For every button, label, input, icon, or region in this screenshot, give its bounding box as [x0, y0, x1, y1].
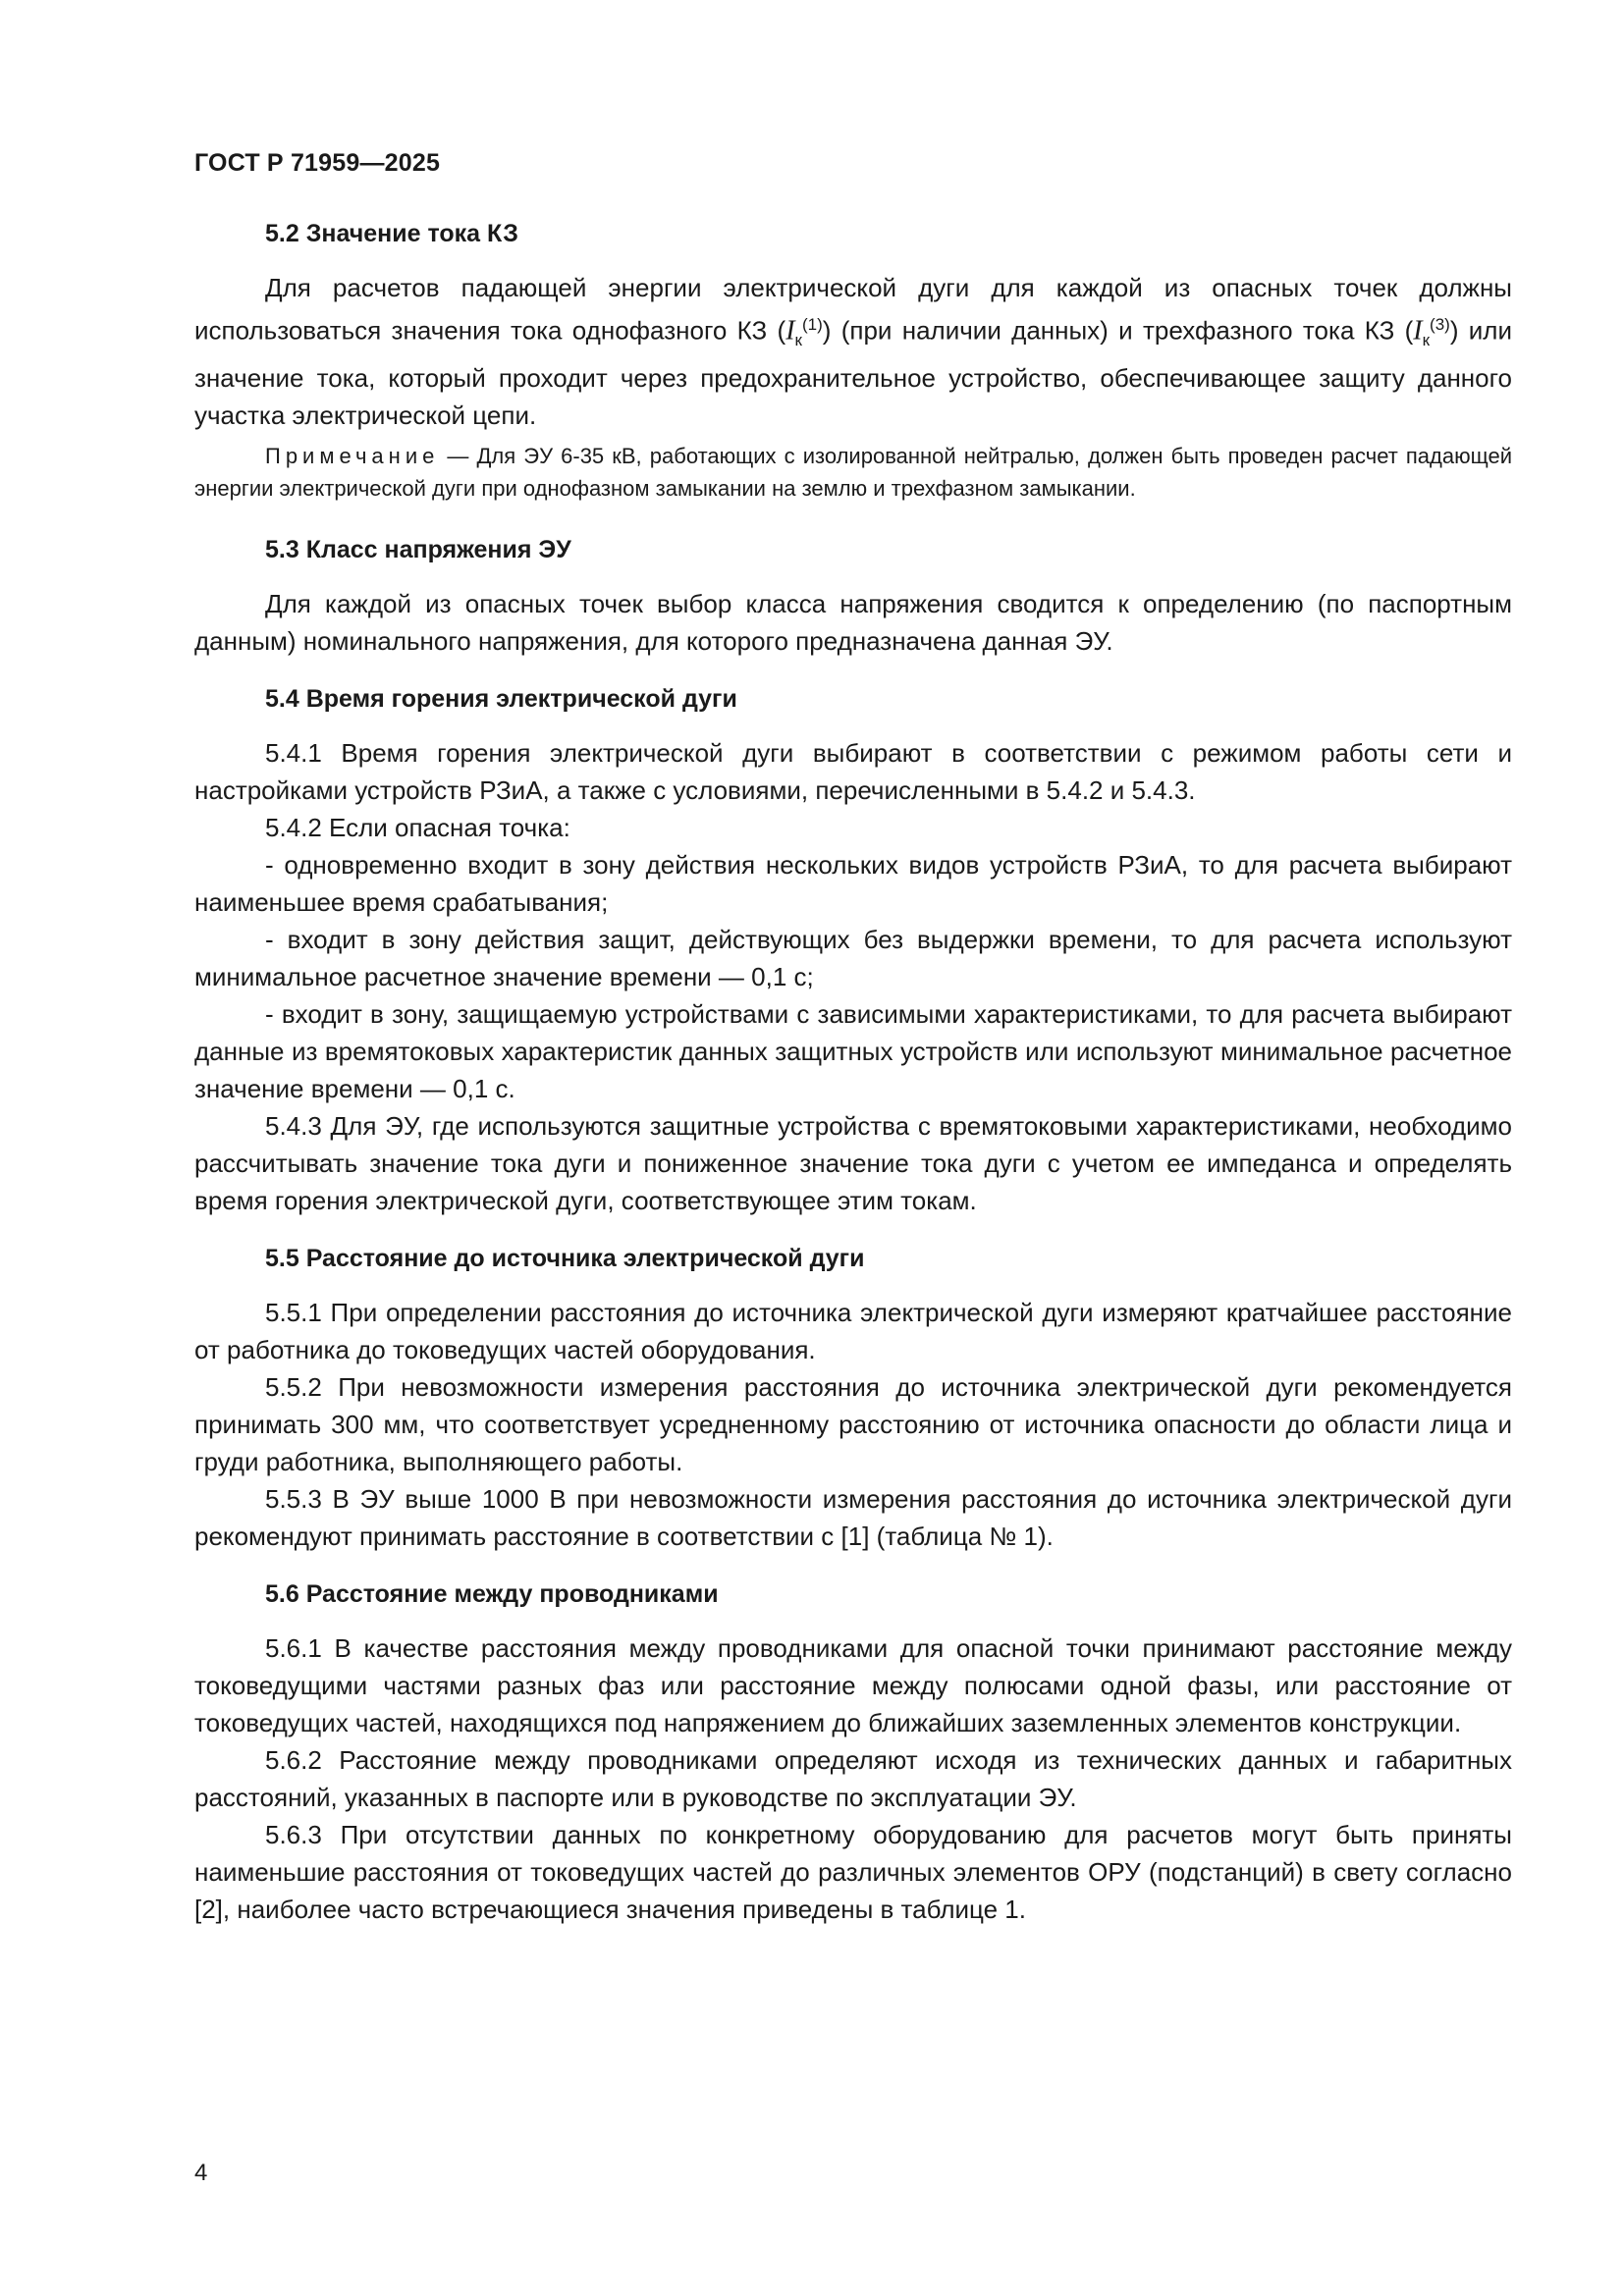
formula-variable: I: [1413, 315, 1423, 347]
text-fragment: Для расчетов падающей энергии электрической дуги для каждой из опасных точек должны использоваться значения тока однофазного КЗ (: [194, 273, 1512, 346]
paragraph: [194, 269, 1512, 434]
paragraph: 5.4.3 Для ЭУ, где используются защитные устройства с времятоковыми характеристиками, необходимо рассчитывать значение тока дуги и пониженное значение тока дуги с учетом ее импеданса и определять время горения электрической дуги, соответствующее этим токам.: [194, 1110, 1512, 1215]
section-heading: 5.3 Класс напряжения ЭУ: [265, 535, 571, 563]
paragraph: 5.5.1 При определении расстояния до источника электрической дуги измеряют кратчайшее расстояние от работника до токоведущих частей оборудования.: [194, 1297, 1512, 1364]
section-heading: 5.4 Время горения электрической дуги: [265, 684, 737, 713]
note-label: Примечание: [265, 443, 440, 468]
paragraph: 5.6.1 В качестве расстояния между проводниками для опасной точки принимают расстояние между токоведущими частями разных фаз или расстояние между полюсами одной фазы, или расстояние от токоведущих частей, находящихся под напряжением до ближайших заземленных элементов конструкции.: [194, 1632, 1512, 1737]
list-item: - одновременно входит в зону действия нескольких видов устройств РЗиА, то для расчета выбирают наименьшее время срабатывания;: [194, 849, 1512, 917]
text-fragment: ) (при наличии данных) и трехфазного тока КЗ (: [822, 315, 1414, 346]
note: [194, 440, 1512, 505]
section-5-6: [194, 1578, 1512, 1928]
document-body: [194, 218, 1512, 1928]
formula-subscript: к: [794, 330, 802, 349]
paragraph: 5.4.2 Если опасная точка:: [265, 812, 570, 842]
formula-subscript: к: [1422, 330, 1431, 349]
paragraph: 5.5.2 При невозможности измерения расстояния до источника электрической дуги рекомендуется принимать 300 мм, что соответствует усредненному расстоянию от источника опасности до области лица и груди работника, выполняющего работы.: [194, 1371, 1512, 1476]
section-5-2: [194, 218, 1512, 505]
formula-superscript: (3): [1430, 315, 1450, 334]
list-item: - входит в зону, защищаемую устройствами с зависимыми характеристиками, то для расчета выбирают данные из времятоковых характеристик данных защитных устройств или используют минимальное расчетное значение времени — 0,1 с.: [194, 998, 1512, 1103]
formula-variable: I: [785, 315, 795, 347]
section-5-5: [194, 1243, 1512, 1555]
section-heading: 5.5 Расстояние до источника электрической дуги: [265, 1244, 865, 1272]
paragraph: 5.6.3 При отсутствии данных по конкретному оборудованию для расчетов могут быть приняты наименьшие расстояния от токоведущих частей до различных элементов ОРУ (подстанций) в свету согласно [2], наиболее часто встречающиеся значения приведены в таблице 1.: [194, 1819, 1512, 1924]
text-fragment: ) или значение тока, который проходит через предохранительное устройство, обеспечивающее защиту данного участка электрической цепи.: [194, 315, 1512, 430]
list-item: - входит в зону действия защит, действующих без выдержки времени, то для расчета используют минимальное расчетное значение времени — 0,1 с;: [194, 924, 1512, 991]
paragraph: 5.5.3 В ЭУ выше 1000 В при невозможности измерения расстояния до источника электрической дуги рекомендуют принимать расстояние в соответствии с [1] (таблица № 1).: [194, 1483, 1512, 1551]
note-text: — Для ЭУ 6-35 кВ, работающих с изолированной нейтралью, должен быть проведен расчет падающей энергии электрической дуги при однофазном замыкании на землю и трехфазном замыкании.: [194, 443, 1512, 501]
formula-superscript: (1): [801, 315, 823, 334]
section-heading: 5.6 Расстояние между проводниками: [265, 1579, 719, 1608]
section-5-3: [194, 534, 1512, 660]
paragraph: Для каждой из опасных точек выбор класса напряжения сводится к определению (по паспортным данным) номинального напряжения, для которого предназначена данная ЭУ.: [194, 588, 1512, 656]
paragraph: 5.4.1 Время горения электрической дуги выбирают в соответствии с режимом работы сети и настройками устройств РЗиА, а также с условиями, перечисленными в 5.4.2 и 5.4.3.: [194, 737, 1512, 805]
section-heading: 5.2 Значение тока КЗ: [265, 220, 518, 247]
paragraph: 5.6.2 Расстояние между проводниками определяют исходя из технических данных и габаритных расстояний, указанных в паспорте или в руководстве по эксплуатации ЭУ.: [194, 1744, 1512, 1812]
document-header: ГОСТ Р 71959—2025: [194, 149, 441, 177]
section-5-4: [194, 683, 1512, 1219]
page-number: 4: [194, 2160, 208, 2186]
